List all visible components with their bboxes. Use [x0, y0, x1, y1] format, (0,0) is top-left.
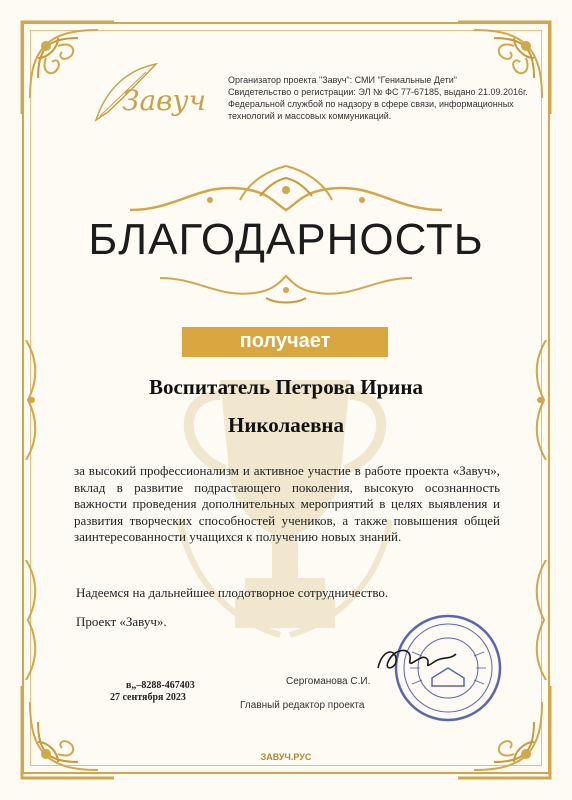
signer-role: Главный редактор проекта	[240, 700, 365, 711]
cooperation-text: Надеемся на дальнейшее плодотворное сотрудничество.	[76, 585, 389, 600]
corner-ornament-icon	[18, 682, 118, 782]
organizer-line: Организатор проекта "Завуч": СМИ "Гениальные Дети"	[228, 75, 457, 85]
recipient-name: Воспитатель Петрова Ирина	[148, 375, 423, 399]
organizer-info	[228, 74, 528, 122]
registration-number: в„–8288-467403	[126, 680, 195, 691]
organizer-line: технологий и массовых коммуникаций.	[228, 111, 392, 121]
signature-icon	[372, 640, 462, 680]
side-ornament-icon	[22, 340, 42, 460]
zavuch-logo	[86, 60, 216, 130]
side-ornament-icon	[530, 340, 550, 460]
feather-icon	[86, 60, 216, 130]
top-flourish-icon	[120, 160, 452, 220]
signer-name: Сергоманова С.И.	[286, 676, 371, 687]
site-url: ЗАВУЧ.РУС	[260, 752, 312, 762]
svg-text:Завуч: Завуч	[122, 84, 207, 117]
organizer-line: Федеральной службой по надзору в сфере связи, информационных	[228, 99, 514, 109]
project-text: Проект «Завуч».	[76, 614, 167, 629]
side-ornament-icon	[22, 560, 42, 680]
side-ornament-icon	[530, 560, 550, 680]
issue-date: 27 сентября 2023	[110, 692, 186, 703]
bottom-flourish-icon	[150, 268, 422, 308]
receives-badge: получает	[182, 327, 388, 357]
organizer-line: Свидетельство о регистрации: ЭЛ № ФС 77-67185, выдано 21.09.2016г.	[228, 87, 528, 97]
certificate-title: БЛАГОДАРНОСТЬ	[88, 215, 484, 264]
gratitude-text: за высокий профессионализм и активное участие в работе проекта «Завуч», вклад в развитие подрастающего поколения, высокую осознанность важности проведения дополнительных мероприятий в целях выявления и развития творческих способностей учеников, а также повышения общей заинтересованности учащихся к получению новых знаний.	[74, 463, 500, 544]
recipient-name: Николаевна	[227, 413, 345, 437]
